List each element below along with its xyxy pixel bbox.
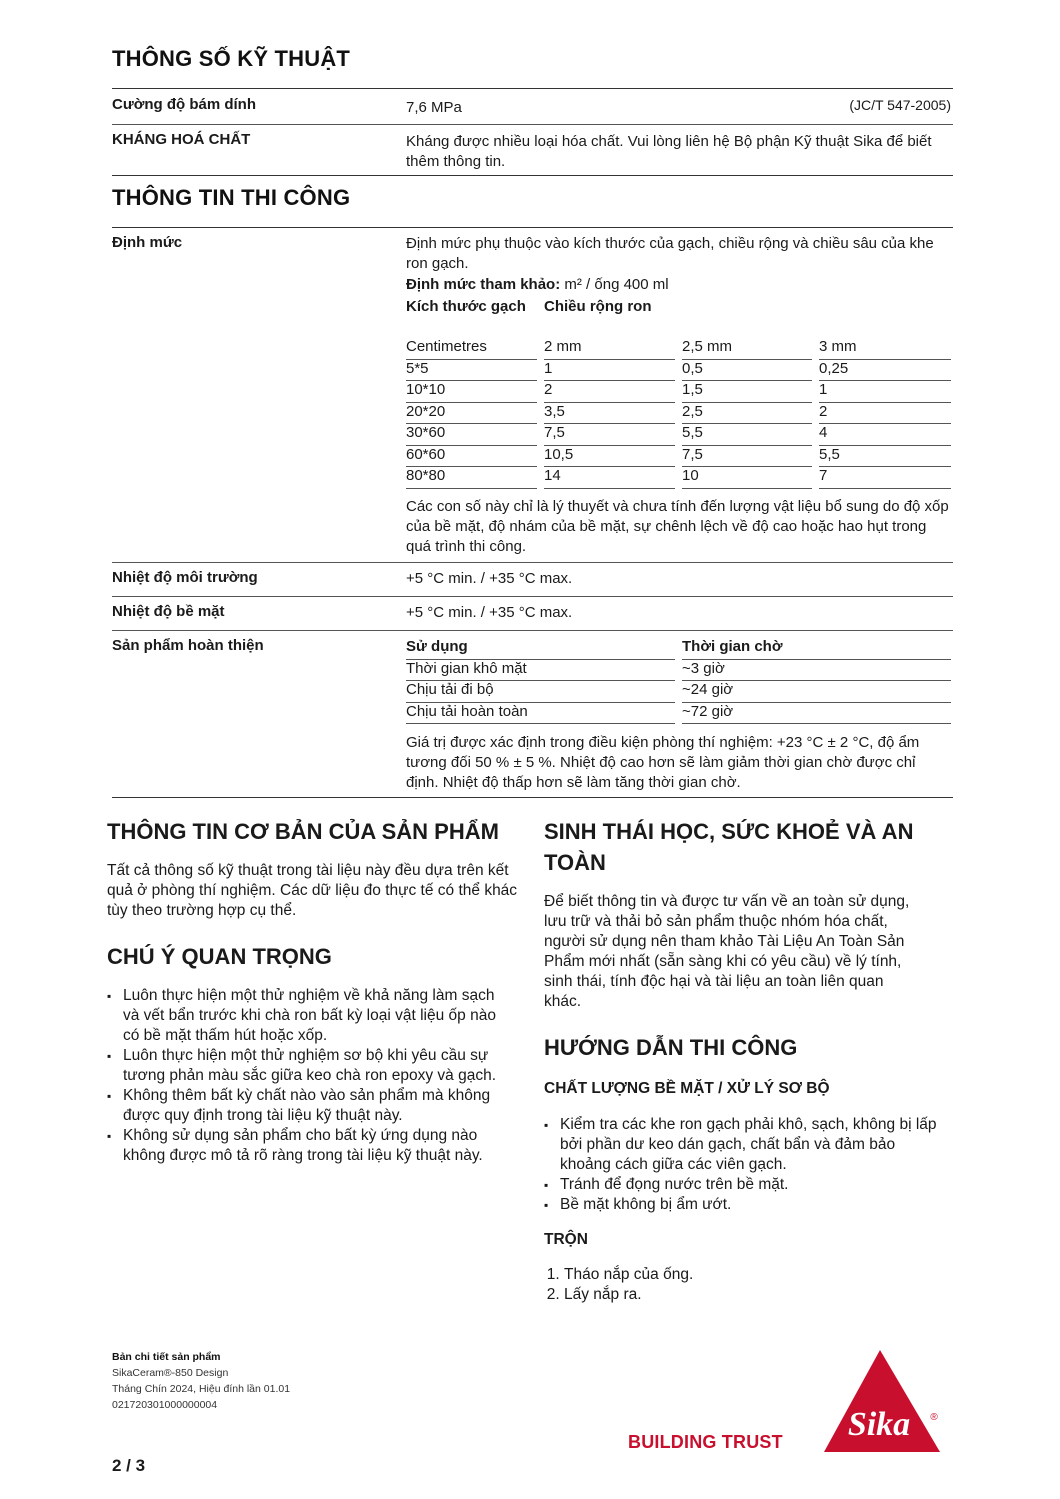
- table-rule: [682, 466, 812, 467]
- table-rule: [819, 423, 951, 424]
- footer-info: [112, 1349, 290, 1413]
- list-item: ▪ Không sử dụng sản phẩm cho bất kỳ ứng dụng nào không được mô tả rõ ràng trong tài liệu kỹ thuật này.: [107, 1126, 512, 1166]
- table-header-cell: 2,5 mm: [682, 338, 733, 355]
- table-rule: [406, 723, 675, 724]
- table-cell: 80*80: [406, 467, 446, 484]
- table-rule: [544, 466, 675, 467]
- table-cell: 5,5: [682, 424, 703, 441]
- reference-unit: m² / ống 400 ml: [560, 276, 669, 293]
- table-cell: Chịu tải hoàn toàn: [406, 702, 528, 720]
- divider: [112, 175, 953, 176]
- table-cell: 2,5: [682, 402, 703, 420]
- divider: [112, 630, 953, 631]
- table-cell: 7: [819, 467, 828, 484]
- table-cell: 0,25: [819, 359, 849, 377]
- basis-text: Tất cả thông số kỹ thuật trong tài liệu này đều dựa trên kết quả ở phòng thí nghiệm. Các dữ liệu đo thực tế có thể khác tùy theo trường hợp cụ thể.: [107, 862, 518, 919]
- mixing-list: [544, 1265, 944, 1305]
- sika-logo-icon: [822, 1348, 944, 1454]
- spec-value: 7,6 MPa: [406, 99, 462, 116]
- list-item: ▪ Luôn thực hiện một thử nghiệm về khả năng làm sạch và vết bẩn trước khi chà ron bất kỳ loại vật liệu ốp nào có bề mặt thấm hút hoặc xốp.: [107, 986, 512, 1046]
- list-item: ▪ Bề mặt không bị ẩm ướt.: [544, 1195, 940, 1215]
- table-rule: [682, 488, 812, 489]
- table-cell: 60*60: [406, 445, 446, 463]
- logo-wordmark: Sika: [847, 1406, 911, 1443]
- spec-reference: (JC/T 547-2005): [849, 97, 951, 113]
- list-item: 2. Lấy nắp ra.: [564, 1285, 944, 1305]
- finished-note: Giá trị được xác định trong điều kiện phòng thí nghiệm: +23 °C ± 2 °C, độ ẩm tương đối 50 % ± 5 %. Nhiệt độ cao hơn sẽ làm giảm thời gian chờ được chỉ định. Nhiệt độ thấp hơn sẽ làm tăng thời gian chờ.: [406, 734, 920, 791]
- table-cell: 5,5: [819, 445, 840, 463]
- right-column: [544, 816, 944, 1305]
- table-cell: 10,5: [544, 445, 574, 463]
- table-cell: ~24 giờ: [682, 681, 734, 698]
- ecology-title: SINH THÁI HỌC, SỨC KHOẺ VÀ AN TOÀN: [544, 819, 914, 875]
- table-cell: 1: [819, 381, 828, 398]
- table-rule: [819, 488, 951, 489]
- ecology-text: Để biết thông tin và được tư vấn về an toàn sử dụng, lưu trữ và thải bỏ sản phẩm thuộc nhóm hóa chất, người sử dụng nên tham khảo Tài Liệu An Toàn Sản Phẩm mới nhất (sẵn sàng khi có yêu cầu) về lý tính, sinh thái, tính độc hại và tài liệu an toàn liên quan khác.: [544, 893, 910, 1010]
- table-header-cell: Thời gian chờ: [682, 638, 783, 655]
- table-cell: 0,5: [682, 359, 703, 377]
- table-cell: 2: [819, 402, 828, 420]
- list-item: ▪ Kiểm tra các khe ron gạch phải khô, sạch, không bị lấp bởi phần dư keo dán gạch, chất bẩn và đảm bảo khoảng cách giữa các viên gạch.: [544, 1115, 940, 1175]
- left-column: [107, 816, 523, 1166]
- table-rule: [819, 402, 951, 403]
- divider: [112, 88, 953, 89]
- footer-doc-type: Bản chi tiết sản phẩm: [112, 1351, 221, 1363]
- section-title-specs: THÔNG SỐ KỸ THUẬT: [112, 46, 351, 71]
- spec-value: Kháng được nhiều loại hóa chất. Vui lòng liên hệ Bộ phận Kỹ thuật Sika để biết thêm thông tin.: [406, 133, 932, 170]
- ambient-temp-value: +5 °C min. / +35 °C max.: [406, 570, 573, 587]
- list-item: ▪ Tránh để đọng nước trên bề mặt.: [544, 1175, 940, 1195]
- table-cell: 14: [544, 467, 561, 484]
- important-title: CHÚ Ý QUAN TRỌNG: [107, 944, 332, 969]
- reference-bold: Định mức tham khảo:: [406, 276, 561, 293]
- page-number: 2 / 3: [112, 1456, 146, 1475]
- list-item: ▪ Luôn thực hiện một thử nghiệm sơ bộ khi yêu cầu sự tương phản màu sắc giữa keo chà ron epoxy và gạch.: [107, 1046, 512, 1086]
- list-item: ▪ Không thêm bất kỳ chất nào vào sản phẩm mà không được quy định trong tài liệu kỹ thuật này.: [107, 1086, 512, 1126]
- table-cell: 30*60: [406, 424, 446, 441]
- divider: [112, 562, 953, 563]
- consumption-label: Định mức: [112, 234, 183, 251]
- table-cell: 1: [544, 359, 553, 377]
- basis-title: THÔNG TIN CƠ BẢN CỦA SẢN PHẨM: [107, 819, 499, 844]
- table-cell: 10: [682, 467, 699, 484]
- mixing-title: TRỘN: [544, 1231, 588, 1248]
- table-cell: 4: [819, 424, 828, 441]
- substrate-quality-list: [544, 1115, 940, 1215]
- table-cell: 10*10: [406, 381, 446, 398]
- table-rule: [406, 488, 537, 489]
- substrate-temp-label: Nhiệt độ bề mặt: [112, 603, 225, 620]
- finished-product-table: [406, 637, 951, 725]
- footer-product: SikaCeram®-850 Design: [112, 1367, 229, 1379]
- table-cell: Chịu tải đi bộ: [406, 681, 494, 698]
- table-cell: 2: [544, 381, 553, 398]
- table-header-cell: Centimetres: [406, 338, 487, 355]
- tile-size-title: Kích thước gạch: [406, 298, 526, 315]
- table-cell: Thời gian khô mặt: [406, 659, 527, 677]
- ambient-temp-label: Nhiệt độ môi trường: [112, 569, 258, 586]
- table-rule: [819, 466, 951, 467]
- table-header-cell: 2 mm: [544, 338, 582, 355]
- section-title-application: THÔNG TIN THI CÔNG: [112, 185, 351, 210]
- joint-width-title: Chiều rộng ron: [544, 298, 652, 315]
- table-cell: 5*5: [406, 359, 429, 377]
- consumption-intro: Định mức phụ thuộc vào kích thước của gạch, chiều rộng và chiều sâu của khe ron gạch.: [406, 235, 934, 272]
- table-rule: [819, 380, 951, 381]
- spec-label: KHÁNG HOÁ CHẤT: [112, 131, 251, 148]
- table-cell: 3,5: [544, 402, 565, 420]
- registered-mark-icon: ®: [930, 1412, 938, 1423]
- table-cell: 7,5: [682, 445, 703, 463]
- list-item: 1. Tháo nắp của ống.: [564, 1265, 944, 1285]
- table-header-cell: Sử dụng: [406, 638, 468, 655]
- substrate-quality-title: CHẤT LƯỢNG BỀ MẶT / XỬ LÝ SƠ BỘ: [544, 1080, 830, 1097]
- instructions-title: HƯỚNG DẪN THI CÔNG: [544, 1035, 798, 1060]
- table-rule: [544, 359, 675, 360]
- table-header-cell: 3 mm: [819, 338, 857, 355]
- table-rule: [544, 488, 675, 489]
- table-cell: ~3 giờ: [682, 659, 725, 677]
- finished-product-label: Sản phẩm hoàn thiện: [112, 637, 264, 654]
- consumption-table: [406, 337, 951, 489]
- table-cell: 7,5: [544, 424, 565, 441]
- substrate-temp-value: +5 °C min. / +35 °C max.: [406, 604, 573, 621]
- building-trust-tagline: BUILDING TRUST: [628, 1432, 783, 1452]
- table-cell: 20*20: [406, 402, 446, 420]
- table-rule: [544, 380, 675, 381]
- important-list: [107, 986, 512, 1166]
- consumption-note: Các con số này chỉ là lý thuyết và chưa tính đến lượng vật liệu bổ sung do độ xốp của bề mặt, độ nhám của bề mặt, sự chênh lệch về độ cao hoặc hao hụt trong quá trình thi công.: [406, 498, 949, 555]
- footer-date: Tháng Chín 2024, Hiệu đính lần 01.01: [112, 1383, 291, 1395]
- divider: [112, 227, 953, 228]
- table-cell: ~72 giờ: [682, 702, 734, 720]
- divider: [112, 124, 953, 125]
- consumption-reference: [406, 275, 951, 295]
- spec-label: Cường độ bám dính: [112, 96, 257, 113]
- table-cell: 1,5: [682, 381, 703, 398]
- footer-code: 021720301000000004: [112, 1399, 218, 1411]
- table-rule: [682, 723, 951, 724]
- divider: [112, 596, 953, 597]
- divider: [112, 797, 953, 798]
